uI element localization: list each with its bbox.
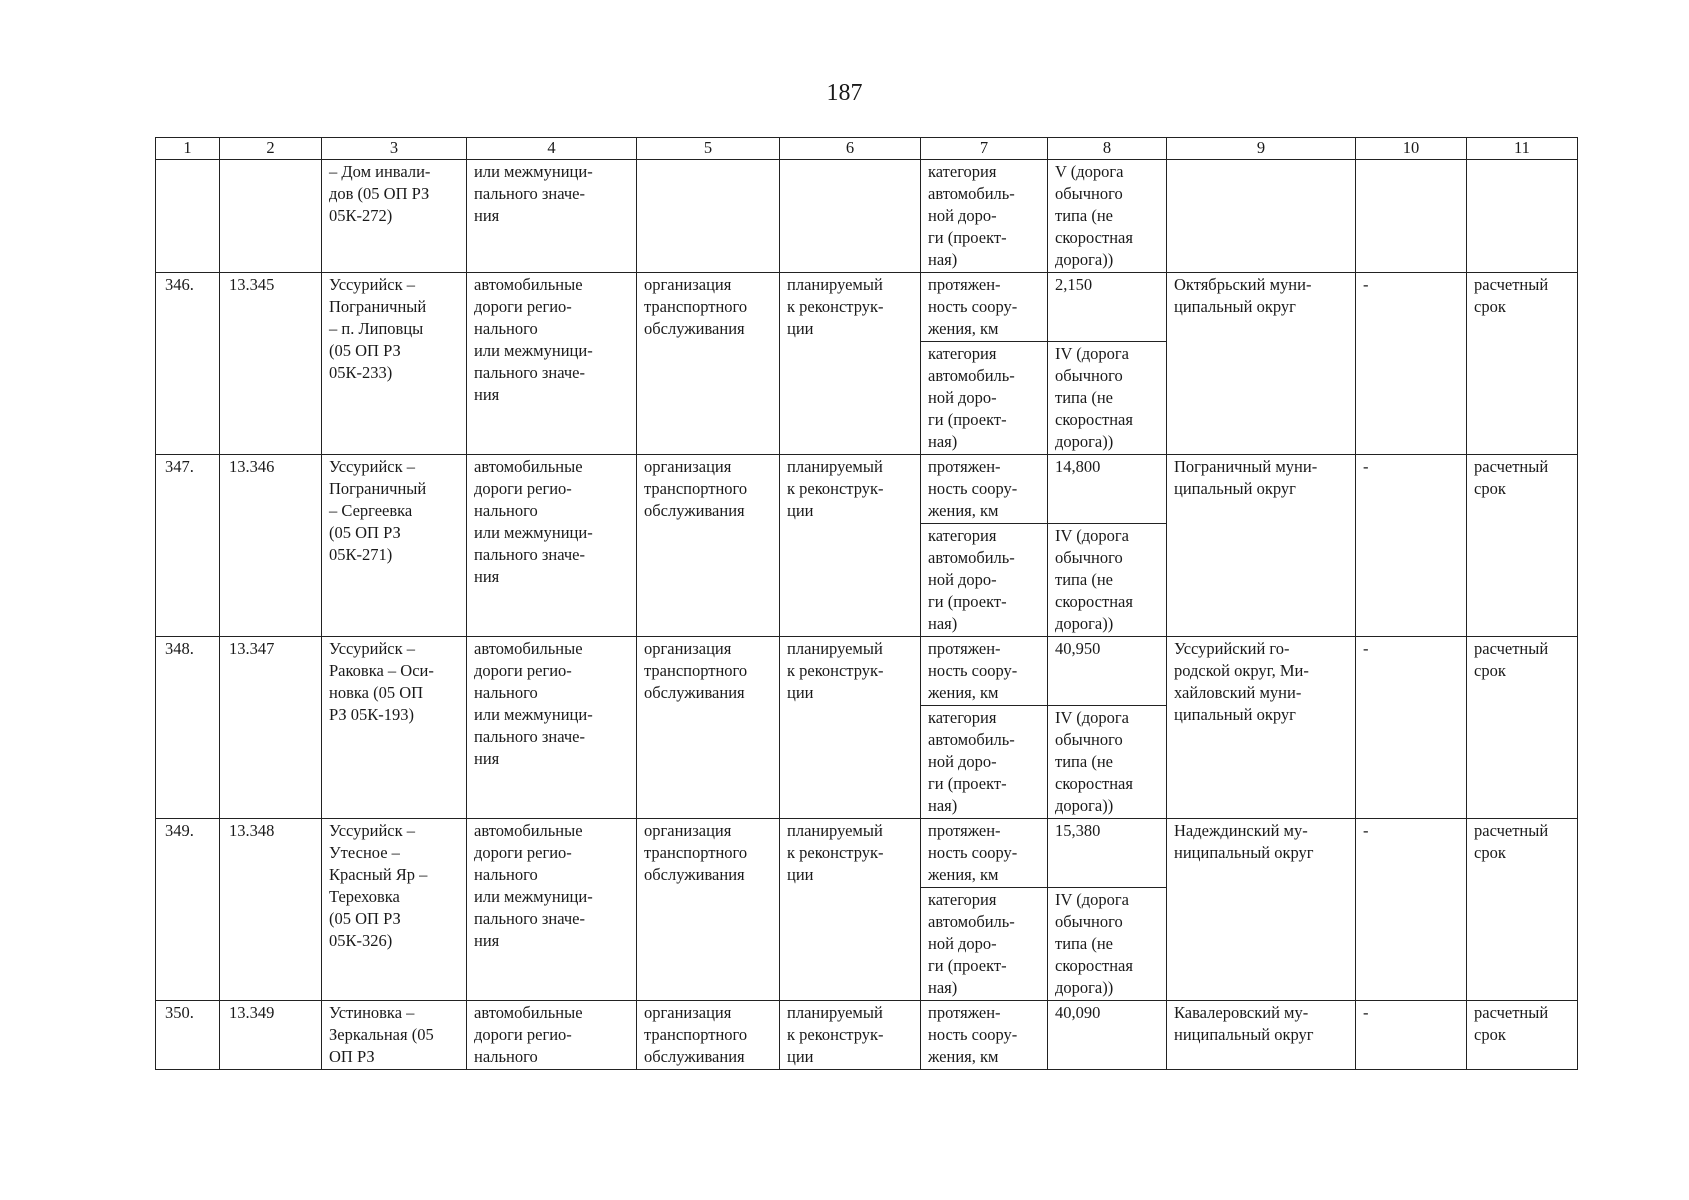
value-cell: 40,950 — [1048, 637, 1167, 706]
purpose-cell: организация транспортного обслуживания — [637, 637, 780, 819]
term-cell: расчетный срок — [1467, 819, 1578, 1001]
column-number: 2 — [220, 138, 322, 160]
road-plan-table — [155, 137, 1578, 1070]
param-cell: протяжен- ность соору- жения, км — [921, 819, 1048, 888]
column-number: 11 — [1467, 138, 1578, 160]
table-row — [156, 637, 1578, 706]
table-row — [156, 1001, 1578, 1070]
param-cell: категория автомобиль- ной доро- ги (проект- ная) — [921, 888, 1048, 1001]
location-cell: Уссурийский го- родской округ, Ми- хайловский муни- ципальный округ — [1167, 637, 1356, 819]
param-cell: протяжен- ность соору- жения, км — [921, 1001, 1048, 1070]
object-code: 13.348 — [220, 819, 322, 1001]
term-cell: расчетный срок — [1467, 1001, 1578, 1070]
object-code: 13.349 — [220, 1001, 322, 1070]
col10-cell: - — [1356, 1001, 1467, 1070]
table-row — [156, 273, 1578, 342]
term-cell: расчетный срок — [1467, 455, 1578, 637]
object-name-cell: Уссурийск – Раковка – Оси- новка (05 ОП РЗ 05К-193) — [322, 637, 467, 819]
value-cell: 14,800 — [1048, 455, 1167, 524]
table-row — [156, 819, 1578, 888]
location-cell: Кавалеровский му- ниципальный округ — [1167, 1001, 1356, 1070]
continuation-row — [156, 160, 1578, 273]
column-number: 8 — [1048, 138, 1167, 160]
object-type-cell: автомобильные дороги регио- нального или межмуници- пального значе- ния — [467, 819, 637, 1001]
value-cell: 15,380 — [1048, 819, 1167, 888]
param-cell: протяжен- ность соору- жения, км — [921, 273, 1048, 342]
column-number: 6 — [780, 138, 921, 160]
value-cell: IV (дорога обычного типа (не скоростная дорога)) — [1048, 706, 1167, 819]
row-number: 350. — [156, 1001, 220, 1070]
param-cell: категория автомобиль- ной доро- ги (проект- ная) — [921, 342, 1048, 455]
object-code: 13.347 — [220, 637, 322, 819]
column-number: 4 — [467, 138, 637, 160]
object-code: 13.346 — [220, 455, 322, 637]
value-cell: IV (дорога обычного типа (не скоростная дорога)) — [1048, 342, 1167, 455]
object-name-cell: – Дом инвали- дов (05 ОП РЗ 05К-272) — [322, 160, 467, 273]
value-cell: V (дорога обычного типа (не скоростная дорога)) — [1048, 160, 1167, 273]
param-cell: протяжен- ность соору- жения, км — [921, 455, 1048, 524]
row-number: 346. — [156, 273, 220, 455]
value-cell: 2,150 — [1048, 273, 1167, 342]
value-cell: IV (дорога обычного типа (не скоростная дорога)) — [1048, 524, 1167, 637]
object-name-cell: Уссурийск – Пограничный – п. Липовцы (05 ОП РЗ 05К-233) — [322, 273, 467, 455]
object-name-cell: Уссурийск – Пограничный – Сергеевка (05 ОП РЗ 05К-271) — [322, 455, 467, 637]
column-number: 1 — [156, 138, 220, 160]
param-cell: категория автомобиль- ной доро- ги (проект- ная) — [921, 524, 1048, 637]
col10-cell: - — [1356, 819, 1467, 1001]
location-cell: Пограничный муни- ципальный округ — [1167, 455, 1356, 637]
purpose-cell: организация транспортного обслуживания — [637, 273, 780, 455]
row-number: 347. — [156, 455, 220, 637]
object-type-cell: автомобильные дороги регио- нального или межмуници- пального значе- ния — [467, 273, 637, 455]
object-type-cell: или межмуници- пального значе- ния — [467, 160, 637, 273]
page-number: 187 — [826, 80, 863, 106]
object-type-cell: автомобильные дороги регио- нального — [467, 1001, 637, 1070]
value-cell: 40,090 — [1048, 1001, 1167, 1070]
term-cell: расчетный срок — [1467, 637, 1578, 819]
column-number: 10 — [1356, 138, 1467, 160]
column-number: 9 — [1167, 138, 1356, 160]
row-number: 349. — [156, 819, 220, 1001]
status-cell: планируемый к реконструк- ции — [780, 455, 921, 637]
column-number-row — [156, 138, 1578, 160]
column-number: 5 — [637, 138, 780, 160]
status-cell: планируемый к реконструк- ции — [780, 819, 921, 1001]
row-number: 348. — [156, 637, 220, 819]
status-cell: планируемый к реконструк- ции — [780, 273, 921, 455]
purpose-cell: организация транспортного обслуживания — [637, 1001, 780, 1070]
status-cell: планируемый к реконструк- ции — [780, 637, 921, 819]
object-type-cell: автомобильные дороги регио- нального или межмуници- пального значе- ния — [467, 455, 637, 637]
purpose-cell: организация транспортного обслуживания — [637, 455, 780, 637]
purpose-cell: организация транспортного обслуживания — [637, 819, 780, 1001]
location-cell: Октябрьский муни- ципальный округ — [1167, 273, 1356, 455]
value-cell: IV (дорога обычного типа (не скоростная дорога)) — [1048, 888, 1167, 1001]
status-cell: планируемый к реконструк- ции — [780, 1001, 921, 1070]
object-code: 13.345 — [220, 273, 322, 455]
location-cell: Надеждинский му- ниципальный округ — [1167, 819, 1356, 1001]
object-name-cell: Уссурийск – Утесное – Красный Яр – Тереховка (05 ОП РЗ 05К-326) — [322, 819, 467, 1001]
param-cell: категория автомобиль- ной доро- ги (проект- ная) — [921, 706, 1048, 819]
term-cell: расчетный срок — [1467, 273, 1578, 455]
param-cell: протяжен- ность соору- жения, км — [921, 637, 1048, 706]
column-number: 7 — [921, 138, 1048, 160]
table-row — [156, 455, 1578, 524]
col10-cell: - — [1356, 637, 1467, 819]
col10-cell: - — [1356, 455, 1467, 637]
col10-cell: - — [1356, 273, 1467, 455]
object-name-cell: Устиновка – Зеркальная (05 ОП РЗ — [322, 1001, 467, 1070]
param-cell: категория автомобиль- ной доро- ги (проект- ная) — [921, 160, 1048, 273]
column-number: 3 — [322, 138, 467, 160]
object-type-cell: автомобильные дороги регио- нального или межмуници- пального значе- ния — [467, 637, 637, 819]
